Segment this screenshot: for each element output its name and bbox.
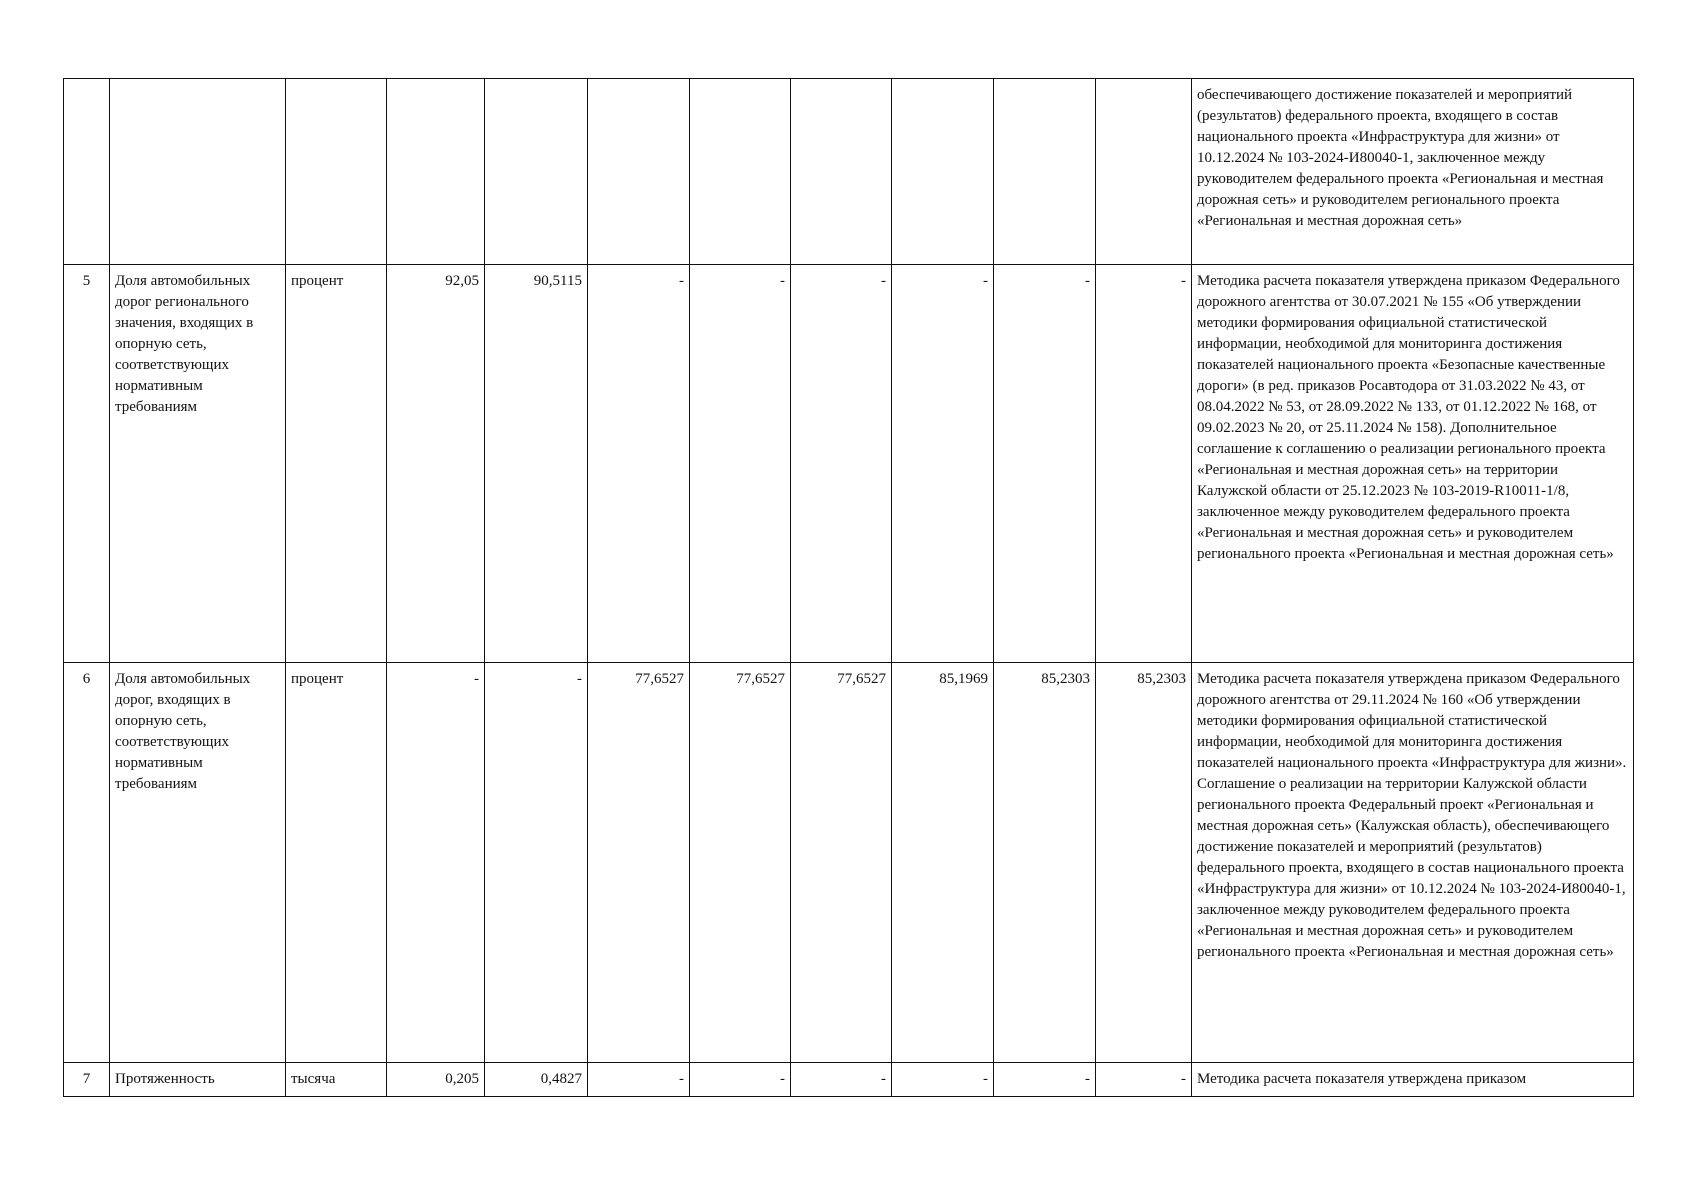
indicator-name: Доля автомобильных дорог, входящих в опорную сеть, соответствующих нормативным требованиям — [110, 663, 286, 1063]
value-cell — [994, 79, 1096, 265]
value-cell: - — [690, 265, 791, 663]
value-cell — [892, 79, 994, 265]
indicator-name — [110, 79, 286, 265]
value-cell: 92,05 — [387, 265, 485, 663]
value-cell — [791, 79, 892, 265]
value-cell — [485, 79, 588, 265]
value-cell: - — [994, 265, 1096, 663]
value-cell: 90,5115 — [485, 265, 588, 663]
table-row — [64, 265, 1634, 663]
table-row — [64, 663, 1634, 1063]
value-cell: 85,2303 — [1096, 663, 1192, 1063]
value-cell: - — [1096, 265, 1192, 663]
value-cell: - — [892, 1063, 994, 1097]
value-cell: - — [588, 1063, 690, 1097]
value-cell: 77,6527 — [791, 663, 892, 1063]
value-cell: 0,4827 — [485, 1063, 588, 1097]
table-row — [64, 79, 1634, 265]
unit: процент — [286, 265, 387, 663]
row-number: 6 — [64, 663, 110, 1063]
value-cell: 85,2303 — [994, 663, 1096, 1063]
indicator-name: Доля автомобильных дорог регионального значения, входящих в опорную сеть, соответствующих нормативным требованиям — [110, 265, 286, 663]
value-cell: - — [690, 1063, 791, 1097]
value-cell: 77,6527 — [690, 663, 791, 1063]
indicators-table — [63, 78, 1634, 1097]
table-row — [64, 1063, 1634, 1097]
indicator-name: Протяженность — [110, 1063, 286, 1097]
source-text: Методика расчета показателя утверждена приказом Федерального дорожного агентства от 29.11.2024 № 160 «Об утверждении методики формирования официальной статистической информации, необходимой для мониторинга достижения показателей национального проекта «Инфраструктура для жизни». Соглашение о реализации на территории Калужской области регионального проекта Федеральный проект «Региональная и местная дорожная сеть» (Калужская область), обеспечивающего достижение показателей и мероприятий (результатов) федерального проекта, входящего в состав национального проекта «Инфраструктура для жизни» от 10.12.2024 № 103-2024-И80040-1, заключенное между руководителем федерального проекта «Региональная и местная дорожная сеть» и руководителем регионального проекта «Региональная и местная дорожная сеть» — [1192, 663, 1634, 1063]
value-cell — [690, 79, 791, 265]
row-number: 5 — [64, 265, 110, 663]
source-text: Методика расчета показателя утверждена приказом Федерального дорожного агентства от 30.07.2021 № 155 «Об утверждении методики формирования официальной статистической информации, необходимой для мониторинга достижения показателей национального проекта «Безопасные качественные дороги» (в ред. приказов Росавтодора от 31.03.2022 № 43, от 08.04.2022 № 53, от 28.09.2022 № 133, от 01.12.2022 № 168, от 09.02.2023 № 20, от 25.11.2024 № 158). Дополнительное соглашение к соглашению о реализации регионального проекта «Региональная и местная дорожная сеть» на территории Калужской области от 25.12.2023 № 103-2019-R10011-1/8, заключенное между руководителем федерального проекта «Региональная и местная дорожная сеть» и руководителем регионального проекта «Региональная и местная дорожная сеть» — [1192, 265, 1634, 663]
unit: тысяча — [286, 1063, 387, 1097]
value-cell — [1096, 79, 1192, 265]
row-number: 7 — [64, 1063, 110, 1097]
value-cell — [387, 79, 485, 265]
value-cell: - — [588, 265, 690, 663]
value-cell: 85,1969 — [892, 663, 994, 1063]
value-cell: - — [791, 1063, 892, 1097]
source-text: обеспечивающего достижение показателей и мероприятий (результатов) федерального проекта, входящего в состав национального проекта «Инфраструктура для жизни» от 10.12.2024 № 103-2024-И80040-1, заключенное между руководителем федерального проекта «Региональная и местная дорожная сеть» и руководителем регионального проекта «Региональная и местная дорожная сеть» — [1192, 79, 1634, 265]
value-cell — [588, 79, 690, 265]
unit — [286, 79, 387, 265]
value-cell: 0,205 — [387, 1063, 485, 1097]
unit: процент — [286, 663, 387, 1063]
value-cell: - — [485, 663, 588, 1063]
value-cell: - — [892, 265, 994, 663]
value-cell: 77,6527 — [588, 663, 690, 1063]
value-cell: - — [791, 265, 892, 663]
source-text: Методика расчета показателя утверждена приказом — [1192, 1063, 1634, 1097]
value-cell: - — [1096, 1063, 1192, 1097]
value-cell: - — [387, 663, 485, 1063]
row-number — [64, 79, 110, 265]
value-cell: - — [994, 1063, 1096, 1097]
